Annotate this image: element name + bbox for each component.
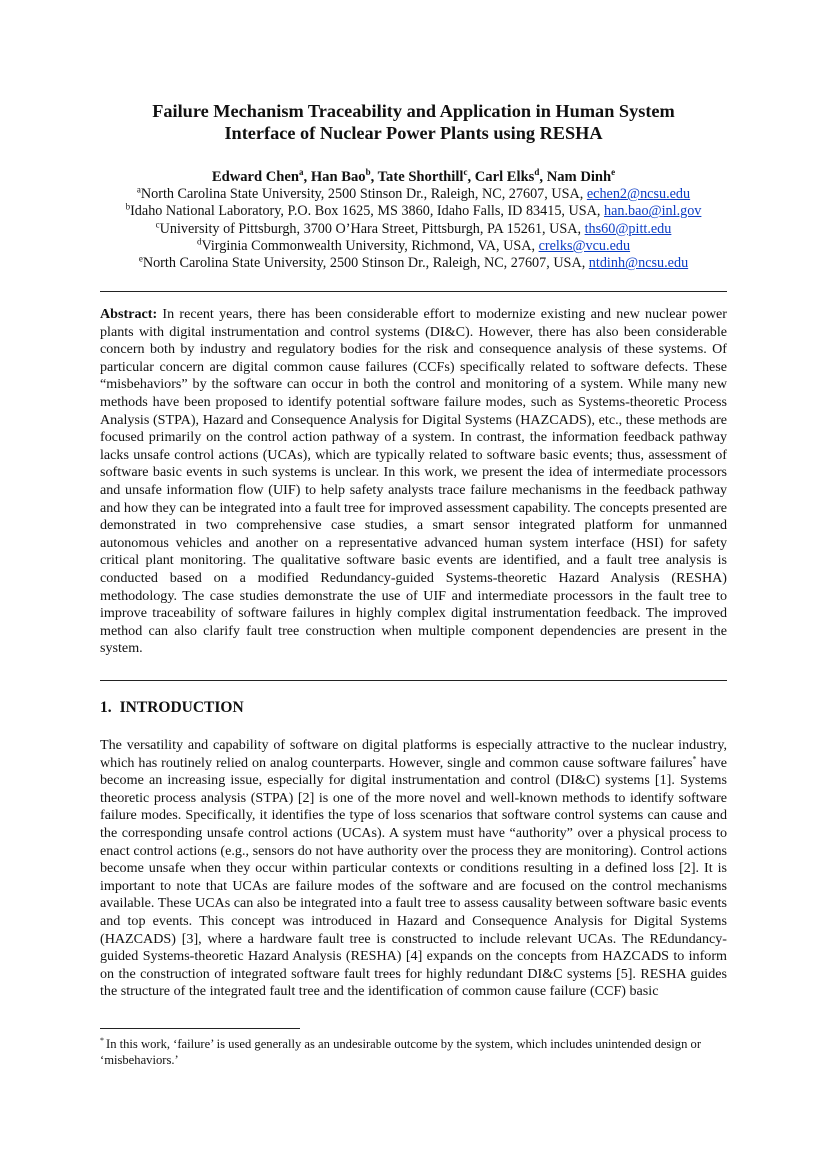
author: Han Bao$^b$, xyxy=(310,167,378,185)
introduction-paragraph: The versatility and capability of software on digital platforms is especially attractive to the nuclear industry, which has routinely relied on analog counterparts. However, single and common cause software failures* have become an increasing issue, especially for digital instrumentation and control (DI&C) systems [1]. Systems theoretic process analysis (STPA) [2] is one of the more novel and well-known methods to identify software failure modes. Specifically, it identifies the type of loss scenarios that software control systems can cause and the corresponding unsafe control actions (UCAs). A system must have “authority” over a physical process to enact control actions (e.g., sensors do not have authority over the process they are monitoring). Control actions become unsafe when they occur within particular contexts or conditions resulting in a defined loss [2]. It is important to note that UCAs are failure modes of the software and are focused on the control mechanisms available. These UCAs can also be integrated into a fault tree to assess causality between software basic events and top events. This concept was introduced in Hazard and Consequence Analysis for Digital Systems (HAZCADS) [3], where a hardware fault tree is constructed to include relevant UCAs. The REdundancy-guided Systems-theoretic Hazard Analysis (RESHA) [4] expands on the concepts from HAZCADS to inform on the construction of integrated software fault trees for highly redundant DI&C systems [5]. RESHA guides the structure of the integrated fault tree and the identification of common cause failure (CCF) basic xyxy=(100,737,727,1000)
abstract xyxy=(100,306,727,658)
title-line-1: Failure Mechanism Traceability and Application in Human System xyxy=(152,101,675,121)
email-link[interactable]: ntdinh@ncsu.edu xyxy=(588,255,689,272)
abstract-label: Abstract: xyxy=(100,306,158,322)
affiliation: $^a$North Carolina State University, 2500 Stinson Dr., Raleigh, NC, 27607, USA, echen2@ncsu.edu xyxy=(136,184,691,202)
email-link[interactable]: crelks@vcu.edu xyxy=(538,237,631,254)
section-heading xyxy=(100,698,244,718)
footnote-rule xyxy=(100,1028,300,1029)
affiliation-list xyxy=(80,186,747,272)
abstract-top-rule xyxy=(100,291,727,292)
section-number: 1. xyxy=(100,699,112,716)
affiliation: $^d$Virginia Commonwealth University, Richmond, VA, USA, crelks@vcu.edu xyxy=(196,236,631,254)
affiliation: $^e$North Carolina State University, 2500 Stinson Dr., Raleigh, NC, 27607, USA, ntdinh@ncsu.edu xyxy=(138,253,689,272)
affiliation: $^c$University of Pittsburgh, 3700 O’Hara Street, Pittsburgh, PA 15261, USA, ths60@pitt.edu xyxy=(155,218,672,237)
footnote-text: In this work, ‘failure’ is used generally as an undesirable outcome by the system, which includes unintended design or ‘misbehaviors.’ xyxy=(100,1037,702,1067)
footnote xyxy=(100,1036,727,1068)
abstract-text: In recent years, there has been considerable effort to modernize existing and new nuclear power plants with digital instrumentation and control systems (DI&C). However, there has also been considerable concern both by industry and regulatory bodies for the risk and consequence analysis of these systems. Of particular concern are digital common cause failures (CCFs) specifically related to software defects. These “misbehaviors” by the software can occur in both the control and monitoring of a system. While many new methods have been proposed to identify potential software failure modes, such as Systems-theoretic Process Analysis (STPA), Hazard and Consequence Analysis for Digital Systems (HAZCADS), etc., these methods are focused primarily on the control action pathway of a system. In contrast, the information feedback pathway lacks unsafe control actions (UCAs), which are typically related to software basic events; thus, assessment of software basic events in such systems is unclear. In this work, we present the idea of intermediate processors and unsafe information flow (UIF) to help safety analysts trace failure mechanisms in the feedback pathway and how they can be integrated into a fault tree for improved assessment capability. The concepts presented are demonstrated in two comprehensive case studies, a smart sensor integrated platform for unmanned autonomous vehicles and another on a representative advanced human system interface (HSI) for safety critical plant monitoring. The qualitative software basic events are identified, and a fault tree analysis is conducted based on a modified Redundancy-guided Systems-theoretic Hazard Analysis (RESHA) methodology. The case studies demonstrate the use of UIF and intermediate processors in the fault tree to improve traceability of software failures in highly complex digital instrumentation feedback. The improved method can also clarify fault tree construction when multiple component dependencies are present in the system. xyxy=(100,306,727,657)
author: Carl Elks$^d$, xyxy=(474,167,547,185)
affiliation: $^b$Idaho National Laboratory, P.O. Box 1625, MS 3860, Idaho Falls, ID 83415, USA, han.bao@inl.gov xyxy=(125,201,702,220)
email-link[interactable]: echen2@ncsu.edu xyxy=(586,186,691,202)
author: Nam Dinh$^e$ xyxy=(546,167,616,185)
author: Tate Shorthill$^c$, xyxy=(377,167,475,185)
footnote-mark: * xyxy=(100,1035,104,1045)
email-link[interactable]: han.bao@inl.gov xyxy=(604,203,702,220)
abstract-bottom-rule xyxy=(100,680,727,681)
author: Edward Chen$^a$, xyxy=(211,167,311,185)
author-list xyxy=(100,168,727,186)
paper-title xyxy=(100,100,727,144)
footnote-marker: * xyxy=(692,753,697,763)
email-link[interactable]: ths60@pitt.edu xyxy=(584,220,672,237)
title-line-2: Interface of Nuclear Power Plants using RESHA xyxy=(224,123,603,143)
section-title: INTRODUCTION xyxy=(119,699,244,716)
